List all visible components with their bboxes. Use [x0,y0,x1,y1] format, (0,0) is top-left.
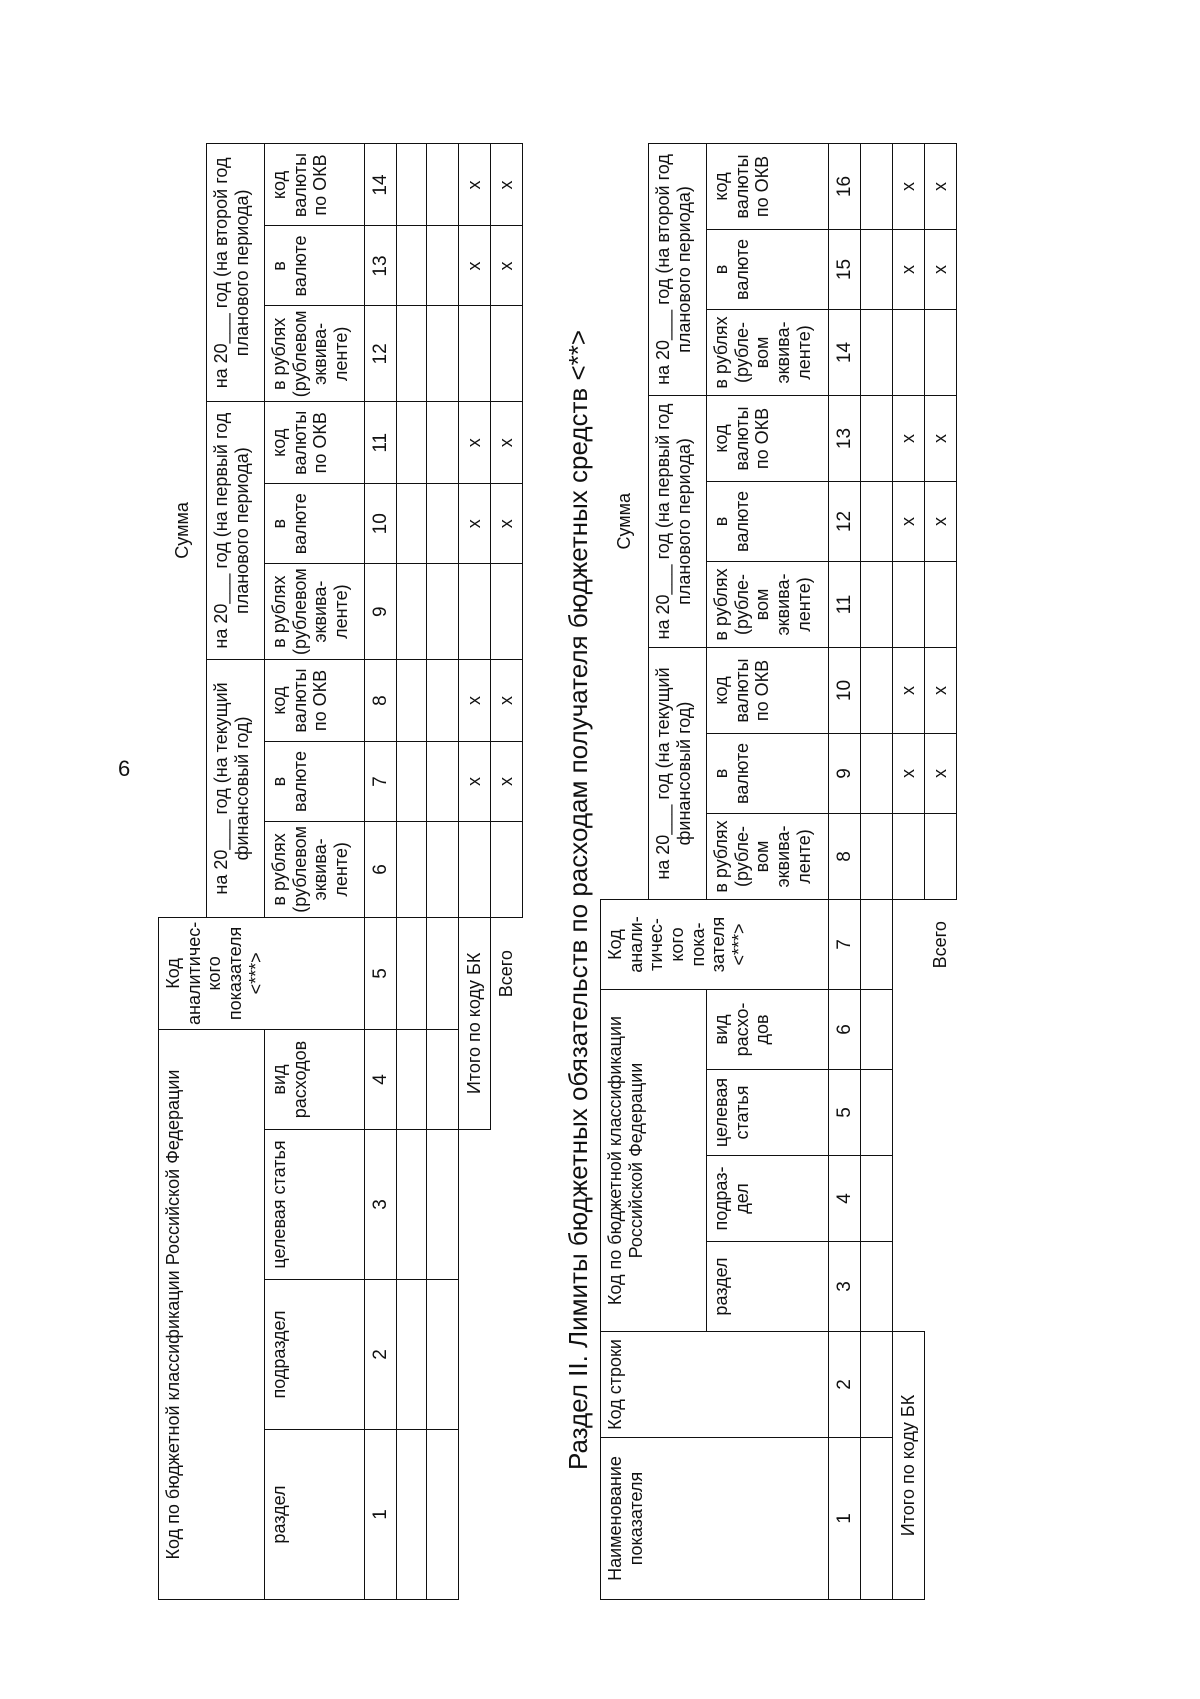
t2-itogo-label: Итого по коду БК [893,1332,925,1600]
t2-colnum: 8 [829,814,861,900]
t2-x-mark: x [893,144,925,230]
t1-vid: вид расходов [265,1030,365,1130]
t2-x-mark: x [925,648,957,734]
t2-x-mark: x [925,230,957,310]
t1-colnum: 4 [365,1030,397,1130]
t2-colnum: 2 [829,1332,861,1438]
t1-colnum: 10 [365,484,397,564]
t1-itogo-label: Итого по коду БК [459,917,491,1129]
t1-x-mark: x [459,484,491,564]
t2-bk-code-header: Код по бюджетной классификации Российской Федерации [601,990,707,1332]
t2-x-mark: x [893,230,925,310]
t2-okv-3: код валюты по ОКВ [707,144,829,230]
t1-colnum: 12 [365,306,397,402]
table2-rotated-container [600,0,957,1600]
t1-okv-1: код валюты по ОКВ [265,660,365,742]
t2-vid: вид расхо-дов [707,990,829,1070]
t2-x-mark: x [925,734,957,814]
t2-colnum: 15 [829,230,861,310]
t1-analytic-header: Код аналитичес-кого показателя <***> [159,917,365,1029]
t1-x-mark: x [491,660,523,742]
t1-okv-2: код валюты по ОКВ [265,402,365,484]
t1-x-mark: x [491,484,523,564]
table1-rotated-container [158,0,523,1600]
t1-podrazdel: подраздел [265,1280,365,1430]
t2-colnum: 9 [829,734,861,814]
t1-celevaya: целевая статья [265,1130,365,1280]
t1-year-current: на 20___ год (на текущий финансовый год) [207,660,265,918]
t2-vsego-label: Всего [930,921,951,969]
t1-colnum: 9 [365,564,397,660]
section2-title: Раздел II. Лимиты бюджетных обязательств по расходам получателя бюджетных средств <**> [563,329,593,1470]
t1-rub-2: в рублях (рублевом эквива-ленте) [265,564,365,660]
t1-rub-1: в рублях (рублевом эквива-ленте) [265,822,365,918]
t2-colnum: 6 [829,990,861,1070]
t2-colnum: 14 [829,310,861,396]
t1-colnum: 13 [365,226,397,306]
t2-colnum: 11 [829,562,861,648]
t1-colnum: 6 [365,822,397,918]
t1-rub-3: в рублях (рублевом эквива-ленте) [265,306,365,402]
t1-colnum: 11 [365,402,397,484]
table2 [600,143,957,1600]
t1-vsego-row [491,144,523,1600]
t1-colnum: 8 [365,660,397,742]
t2-rub-3: в рублях (рубле-вом эквива-ленте) [707,310,829,396]
section2-title-container [565,0,591,1600]
t1-colnum: 1 [365,1430,397,1600]
t2-podrazdel: подраз-дел [707,1156,829,1242]
page-number: 6 [118,756,131,781]
table1 [158,144,523,1601]
t2-colnum: 12 [829,482,861,562]
t1-x-mark: x [491,402,523,484]
t1-val-1: в валюте [265,742,365,822]
t1-colnum: 5 [365,917,397,1029]
t1-x-mark: x [459,742,491,822]
t1-data-row [427,144,459,1600]
t2-data-row [861,144,893,1600]
t2-col-numbers-row [829,144,861,1600]
t2-okv-2: код валюты по ОКВ [707,396,829,482]
t1-val-2: в валюте [265,484,365,564]
t2-colnum: 5 [829,1070,861,1156]
t2-val-2: в валюте [707,482,829,562]
t2-val-3: в валюте [707,230,829,310]
t2-colnum: 7 [829,900,861,990]
t2-x-mark: x [893,734,925,814]
t1-bk-code-header: Код по бюджетной классификации Российской Федерации [159,1030,265,1600]
t2-vsego-row [925,144,957,1600]
t2-x-mark: x [893,482,925,562]
t2-x-mark: x [893,396,925,482]
t1-data-row [397,144,427,1600]
t2-colnum: 3 [829,1242,861,1332]
t2-razdel: раздел [707,1242,829,1332]
t2-x-mark: x [893,648,925,734]
t2-colnum: 10 [829,648,861,734]
t1-val-3: в валюте [265,226,365,306]
t2-year-first: на 20___ год (на первый год планового периода) [649,396,707,648]
t1-x-mark: x [491,144,523,226]
t2-colnum: 13 [829,396,861,482]
t1-x-mark: x [459,402,491,484]
t2-x-mark: x [925,482,957,562]
t1-x-mark: x [491,742,523,822]
t2-summa-header: Сумма [613,492,634,550]
t1-col-numbers-row [365,144,397,1600]
t1-okv-3: код валюты по ОКВ [265,144,365,226]
t1-x-mark: x [491,226,523,306]
t2-itogo-row [893,144,925,1600]
t2-analytic-header: Код анали-тичес-кого пока-зателя <***> [601,900,829,990]
t2-colnum: 4 [829,1156,861,1242]
t1-colnum: 2 [365,1280,397,1430]
t2-name-header: Наименование показателя [601,1438,829,1600]
t1-vsego-label: Всего [496,950,517,998]
t2-colnum: 16 [829,144,861,230]
t1-razdel: раздел [265,1430,365,1600]
t1-x-mark: x [459,660,491,742]
t1-year-second: на 20___ год (на второй год планового периода) [207,144,265,402]
t2-rub-1: в рублях (рубле-вом эквива-ленте) [707,814,829,900]
t1-colnum: 7 [365,742,397,822]
t2-row-code-header: Код строки [601,1332,829,1438]
t2-year-second: на 20___ год (на второй год планового периода) [649,144,707,396]
t2-celevaya: целевая статья [707,1070,829,1156]
t2-year-current: на 20___ год (на текущий финансовый год) [649,648,707,900]
t1-x-mark: x [459,226,491,306]
t1-x-mark: x [459,144,491,226]
t2-x-mark: x [925,396,957,482]
t1-year-first: на 20___ год (на первый год планового периода) [207,402,265,660]
t1-summa-header: Сумма [171,502,192,559]
t2-val-1: в валюте [707,734,829,814]
t2-colnum: 1 [829,1438,861,1600]
t2-rub-2: в рублях (рубле-вом эквива-ленте) [707,562,829,648]
t1-itogo-row [459,144,491,1600]
t2-x-mark: x [925,144,957,230]
t1-colnum: 3 [365,1130,397,1280]
t2-okv-1: код валюты по ОКВ [707,648,829,734]
t1-colnum: 14 [365,144,397,226]
